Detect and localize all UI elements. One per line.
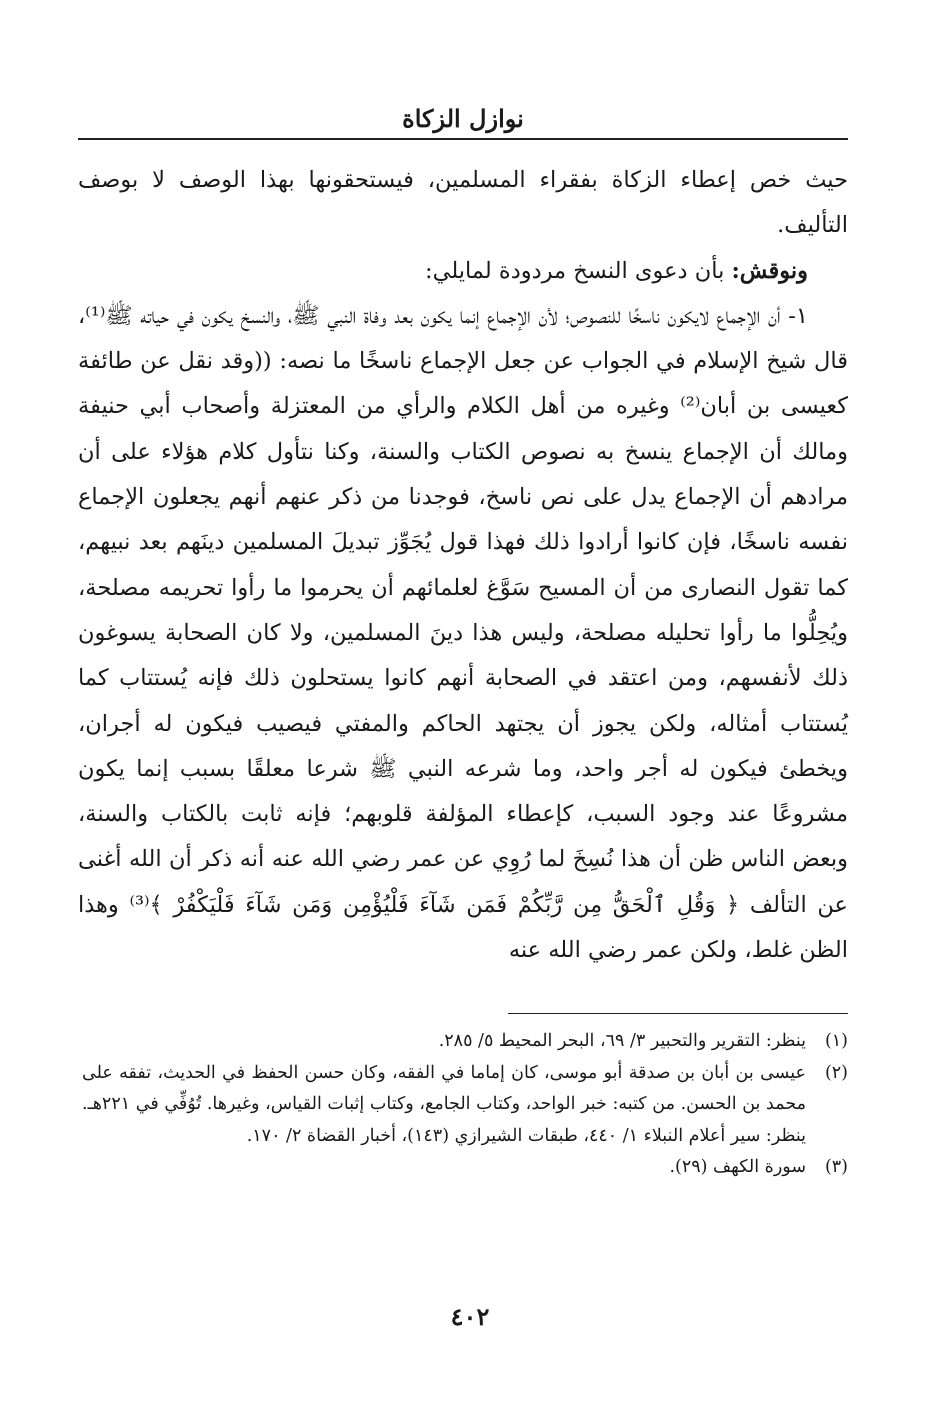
footnote-2 [82, 1058, 848, 1153]
footnote-3 [82, 1152, 848, 1184]
paragraph-1: حيث خص إعطاء الزكاة بفقراء المسلمين، فيستحقونها بهذا الوصف لا بوصف التأليف. [78, 167, 848, 239]
paragraph-2-lead: ونوقش: [731, 257, 808, 284]
footnote-1 [82, 1026, 848, 1058]
footnote-2-number: (٢) [824, 1062, 848, 1083]
paragraph-2 [78, 249, 848, 294]
footnote-2-text: عيسى بن أبان بن صدقة أبو موسى، كان إماما في الفقه، وكان حسن الحفظ في الحديث، تفقه على محمد بن الحسن. من كتبه: خبر الواحد، وكتاب الجامع، وكتاب إثبات القياس، وغيرها. تُوُفِّي في ٢٢١هـ. ينظر: سير أعلام النبلاء ١/ ٤٤٠، طبقات الشيرازي (١٤٣)، أخبار القضاة ٢/ ١٧٠. [82, 1062, 806, 1146]
footnote-1-number: (١) [824, 1031, 848, 1051]
footnote-rule [508, 1013, 848, 1014]
footnote-3-text: سورة الكهف (٢٩). [669, 1157, 806, 1177]
page-number: ٤٠٢ [450, 1302, 490, 1331]
footnote-1-text: ينظر: التقرير والتحبير ٣/ ٦٩، البحر المحيط ٥/ ٢٨٥. [438, 1031, 806, 1051]
running-head-title: نوازل الزكاة [402, 104, 524, 133]
main-text [78, 158, 848, 973]
paragraph-2-text: بأن دعوى النسخ مردودة لمايلي: [425, 257, 732, 284]
header-rule [78, 138, 848, 140]
paragraph-3: ١- أن الإجماع لايكون ناسخًا للنصوص؛ لأن الإجماع إنما يكون بعد وفاة النبي ﷺ، والنسخ يكون في حياته ﷺ⁽¹⁾، قال شيخ الإسلام في الجواب عن جعل الإجماع ناسخًا ما نصه: ((وقد نقل عن طائفة كعيسى بن أبان⁽²⁾ وغيره من أهل الكلام والرأي من المعتزلة وأصحاب أبي حنيفة ومالك أن الإجماع ينسخ به نصوص الكتاب والسنة، وكنا نتأول كلام هؤلاء على أن مرادهم أن الإجماع يدل على نص ناسخ، فوجدنا من ذكر عنهم أنهم يجعلون الإجماع نفسه ناسخًا، فإن كانوا أرادوا ذلك فهذا قول يُجَوِّز تبديلَ المسلمين دينَهم بعد نبيهم، كما تقول النصارى من أن المسيح سَوَّغ لعلمائهم أن يحرموا ما رأوا تحريمه مصلحة، ويُحِلُّوا ما رأوا تحليله مصلحة، وليس هذا دينَ المسلمين، ولا كان الصحابة يسوغون ذلك لأنفسهم، ومن اعتقد في الصحابة أنهم كانوا يستحلون ذلك فإنه يُستتاب كما يُستتاب أمثاله، ولكن يجوز أن يجتهد الحاكم والمفتي فيصيب فيكون له أجران، ويخطئ فيكون له أجر واحد، وما شرعه النبي ﷺ شرعا معلقًا بسبب إنما يكون مشروعًا عند وجود السبب، كإعطاء المؤلفة قلوبهم؛ فإنه ثابت بالكتاب والسنة، وبعض الناس ظن أن هذا نُسِخَ لما رُوِي عن عمر رضي الله عنه أنه ذكر أن الله أغنى عن التألف ﴿ وَقُلِ ٱلْحَقُّ مِن رَّبِّكُمْ فَمَن شَآءَ فَلْيُؤْمِن وَمَن شَآءَ فَلْيَكْفُرْ ﴾⁽³⁾ وهذا الظن غلط، ولكن عمر رضي الله عنه [78, 302, 848, 964]
footnotes [82, 1026, 848, 1184]
footnote-3-number: (٣) [824, 1157, 848, 1177]
